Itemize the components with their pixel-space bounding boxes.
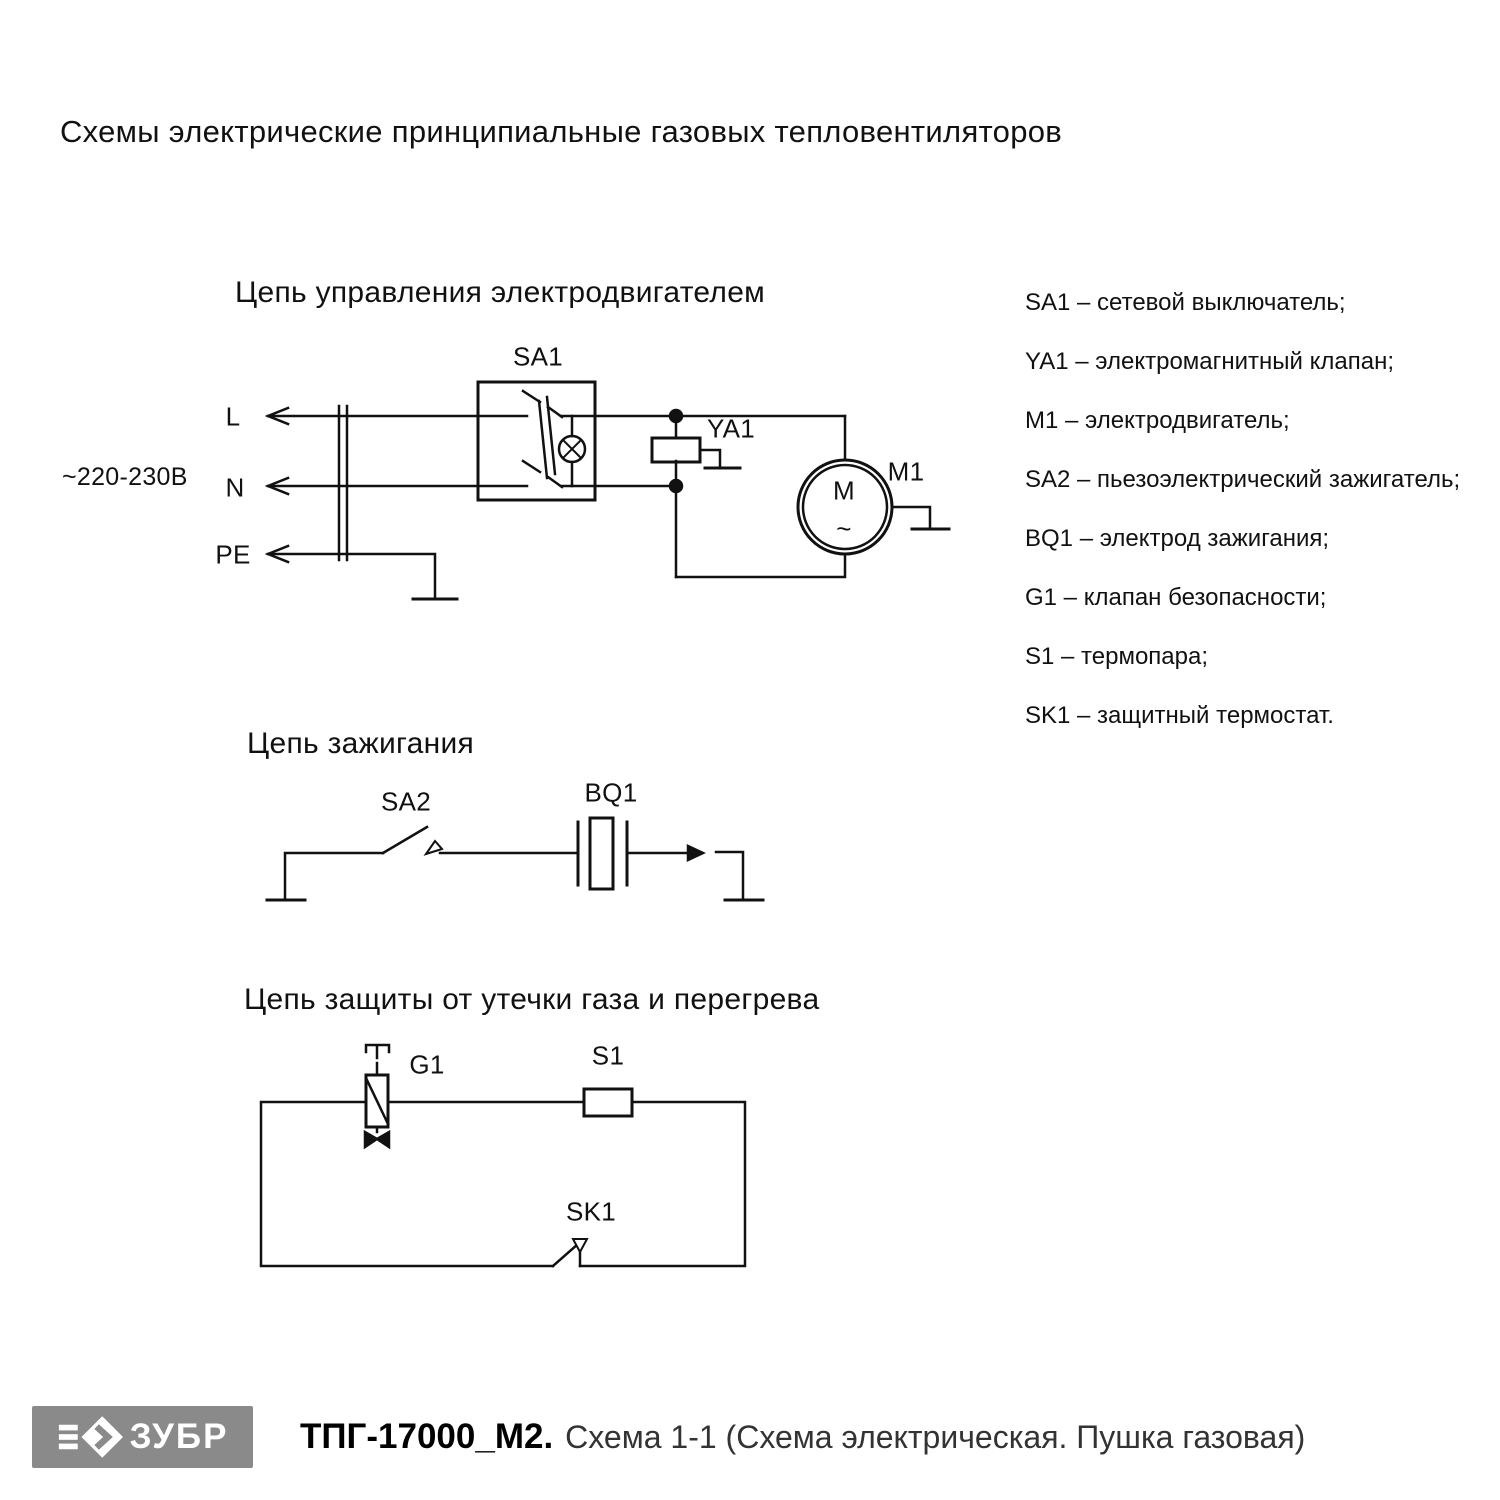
legend-item-g1: G1 – клапан безопасности; — [1025, 584, 1327, 611]
valve-bowtie-icon — [365, 1132, 377, 1147]
supply-voltage-label: ~220-230В — [62, 463, 188, 491]
g1-label: G1 — [409, 1049, 445, 1080]
legend-item-s1: S1 – термопара; — [1025, 643, 1209, 670]
brand-name: ЗУБР — [129, 1417, 229, 1456]
g1-valve-symbol — [365, 1045, 389, 1147]
cable-marker — [339, 406, 347, 560]
motor-ac-symbol: ~ — [836, 513, 852, 544]
bq1-label: BQ1 — [584, 777, 638, 808]
sk1-label: SK1 — [565, 1196, 617, 1227]
model-number: ТПГ-17000_М2. — [300, 1417, 554, 1456]
sa1-switch-symbol — [478, 382, 595, 500]
footer-caption-row — [300, 1406, 1305, 1468]
zubr-logo — [32, 1406, 253, 1468]
protection-circuit-title: Цепь защиты от утечки газа и перегрева — [244, 983, 820, 1016]
legend — [1025, 290, 1460, 762]
ya1-label: YA1 — [706, 413, 756, 444]
motor-circuit-title: Цепь управления электродвигателем — [235, 276, 766, 309]
ignition-circuit-title: Цепь зажигания — [247, 727, 475, 760]
bq1-electrode-symbol — [578, 818, 763, 900]
legend-item-bq1: BQ1 – электрод зажигания; — [1025, 525, 1330, 552]
supply-lines — [268, 406, 845, 599]
legend-item-sa2: SA2 – пьезоэлектрический зажигатель; — [1025, 466, 1461, 493]
lamp-icon — [559, 416, 585, 486]
protection-loop — [261, 1102, 745, 1266]
line-pe-label: PE — [215, 539, 251, 570]
scheme-caption: Схема 1-1 (Схема электрическая. Пушка газовая) — [565, 1418, 1306, 1455]
line-n-label: N — [225, 472, 245, 503]
arrow-right-icon — [688, 846, 703, 860]
legend-item-sk1: SK1 – защитный термостат. — [1025, 702, 1334, 729]
legend-item-sa1: SA1 – сетевой выключатель; — [1025, 289, 1346, 316]
junction-dot — [670, 480, 682, 492]
sa1-label: SA1 — [512, 341, 564, 372]
s1-thermocouple-symbol — [584, 1089, 632, 1116]
valve-bowtie-icon — [377, 1132, 389, 1147]
zubr-logo-icon — [57, 1414, 123, 1460]
legend-item-ya1: YA1 – электромагнитный клапан; — [1025, 348, 1395, 375]
m1-label: M1 — [887, 456, 925, 487]
sa2-label: SA2 — [380, 786, 432, 817]
line-l-label: L — [225, 401, 241, 432]
sk1-thermostat-symbol — [553, 1239, 587, 1266]
junction-dot — [670, 410, 682, 422]
s1-label: S1 — [591, 1040, 625, 1071]
page-title: Схемы электрические принципиальные газовых тепловентиляторов — [60, 114, 1063, 149]
legend-item-m1: M1 – электродвигатель; — [1025, 407, 1290, 434]
sa2-switch-symbol — [267, 827, 578, 900]
motor-m-symbol: M — [833, 475, 855, 506]
